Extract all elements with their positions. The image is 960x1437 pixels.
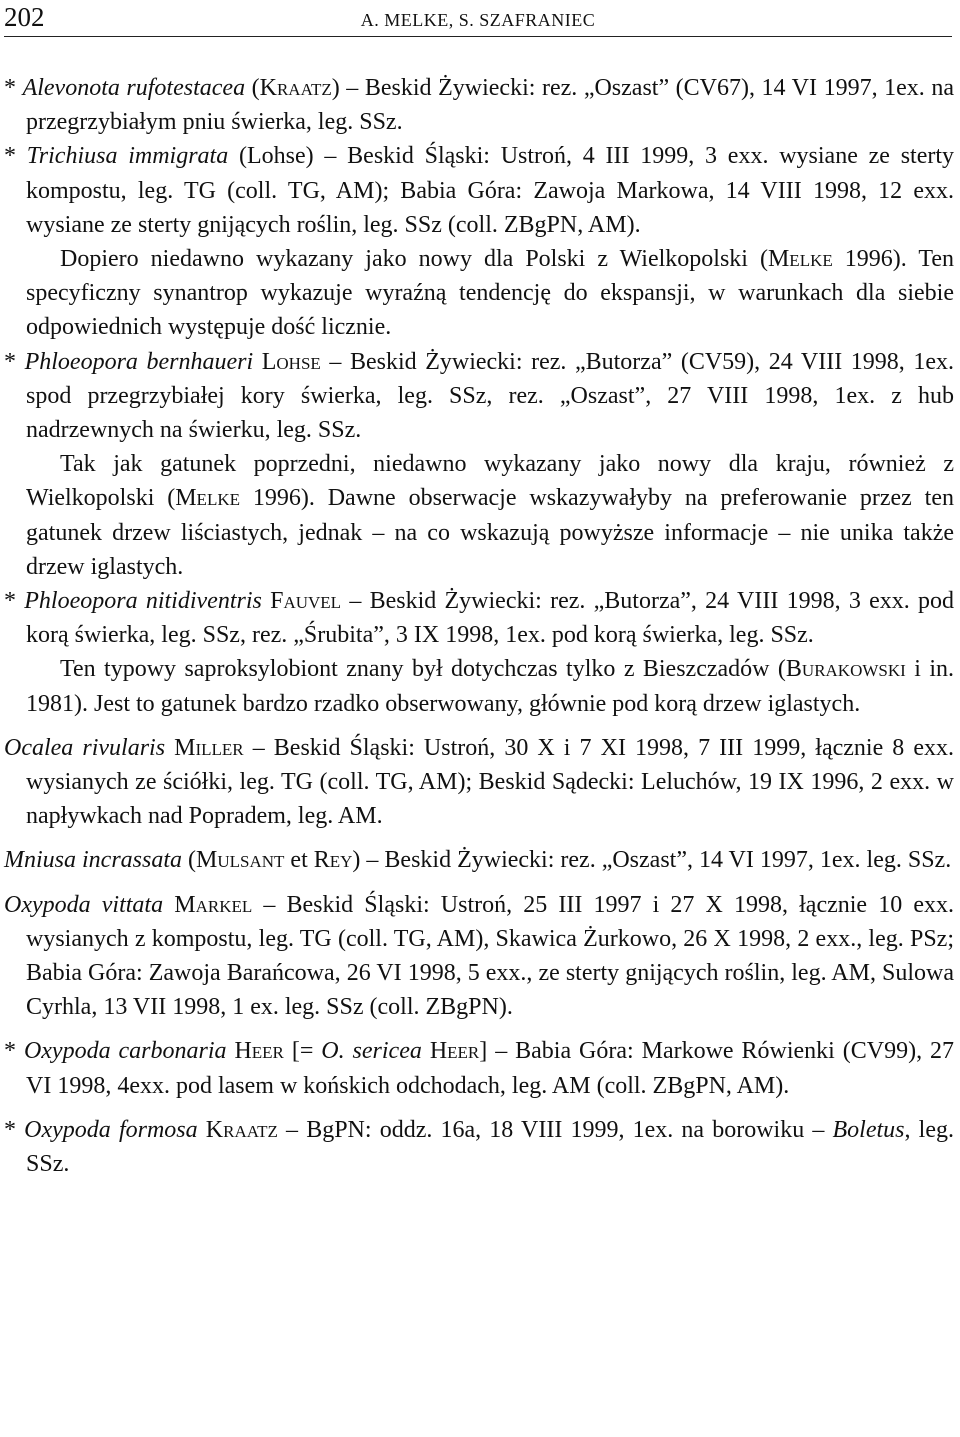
record-text: – Beskid Śląski: Ustroń, 4 III 1999, 3 exx. wysiane ze sterty kompostu, leg. TG (coll. TG, AM); Babia Góra: Zawoja Markowa, 14 VIII 1998, 12 exx. wysiane ze sterty gnijących roślin, leg. SSz (coll. ZBgPN, AM). (26, 143, 955, 238)
reference-author: Burakowski (785, 656, 906, 683)
species-name: Ocalea rivularis (4, 734, 166, 761)
species-entry (4, 71, 954, 139)
species-name: Phloeopora nitidiventris (24, 588, 262, 615)
species-entry (4, 888, 954, 1025)
author-name: Lohse (247, 143, 306, 170)
author-name: Fauvel (270, 588, 342, 615)
species-entry (4, 139, 954, 242)
commentary-text: i in. 1981). Jest to gatunek bardzo rzadko obserwowany, głównie pod korą drzew iglastych. (26, 656, 954, 717)
author-name: Lohse (261, 348, 321, 375)
author-punct: ) (305, 143, 314, 170)
species-name: Mniusa incrassata (4, 847, 183, 874)
author-name: Mulsant (196, 847, 285, 874)
species-entry (4, 345, 954, 448)
author-punct (165, 735, 174, 761)
commentary-paragraph (4, 652, 954, 720)
author-punct (422, 1038, 430, 1064)
record-text: , leg. SSz. (26, 1116, 954, 1178)
commentary-text: Ten typowy saproksylobiont znany był dotychczas tylko z Bieszczadów ( (60, 656, 786, 683)
species-name: Oxypoda carbonaria (23, 1038, 227, 1065)
new-record-marker: * (4, 588, 25, 615)
species-entry (4, 1113, 954, 1181)
new-record-marker: * (4, 143, 27, 170)
author-name: Kraatz (259, 75, 332, 101)
commentary-text: 1996). Ten specyficzny synantrop wykazuje wyraźną tendencję do ekspansji, w warunkach dla siebie odpowiednich występuje dość licznie. (26, 246, 954, 341)
species-name: Phloeopora bernhaueri (24, 348, 254, 375)
record-text: – Beskid Żywiecki: rez. „Butorza”, 24 VIII 1998, 3 exx. pod korą świerka, leg. SSz, rez. „Śrubita”, 3 IX 1998, 1ex. pod korą świerka, leg. SSz. (26, 588, 955, 649)
article-body (4, 71, 954, 1181)
author-punct: ( (228, 143, 247, 170)
record-text: – Beskid Żywiecki: rez. „Oszast”, 14 VI 1997, 1ex. leg. SSz. (360, 847, 952, 874)
author-name: Kraatz (205, 1116, 278, 1143)
new-record-marker: * (4, 1038, 24, 1065)
genus-name: Boletus (832, 1116, 905, 1143)
species-entry (4, 731, 954, 834)
record-text: – Babia Góra: Markowe Rówienki (CV99), 27 VI 1998, 4exx. pod lasem w końskich odchodach, leg. AM (coll. ZBgPN, AM). (26, 1038, 955, 1099)
record-text: – Beskid Żywiecki: rez. „Butorza” (CV59), 24 VIII 1998, 1ex. spod przegrzybiałej kory świerka, leg. SSz, rez. „Oszast”, 27 VIII 1998, 1ex. z hub nadrzewnych na świerku, leg. SSz. (26, 348, 955, 444)
species-name: Trichiusa immigrata (26, 143, 229, 170)
record-text: – Beskid Śląski: Ustroń, 25 III 1997 i 27 X 1998, łącznie 10 exx. wysianych z kompostu, leg. TG (coll. TG, AM), Skawica Żurkowo, 26 X 1998, 2 exx., leg. PSz; Babia Góra: Zawoja Barańcowa, 26 VI 1998, 5 exx., ze sterty gnijących roślin, leg. AM, Sulowa Cyrhla, 13 VII 1998, 1 ex. leg. SSz (coll. ZBgPN). (26, 891, 954, 1021)
reference-author: Melke (175, 485, 240, 512)
author-punct: ( (245, 75, 260, 101)
species-entry (4, 1034, 954, 1102)
commentary-text: Dopiero niedawno wykazany jako nowy dla Polski z Wielkopolski ( (60, 246, 768, 273)
author-punct: ] (479, 1038, 488, 1065)
author-punct (253, 349, 262, 375)
author-name: Rey (313, 847, 353, 874)
author-name: Heer (234, 1038, 284, 1065)
record-text: – Beskid Żywiecki: rez. „Oszast” (CV67), 14 VI 1997, 1ex. na przegrzybiałym pniu świerka, leg. SSz. (26, 75, 954, 136)
author-punct: et (284, 847, 314, 874)
page-header (4, 0, 952, 37)
author-punct: ) (352, 847, 361, 874)
new-record-marker: * (4, 75, 23, 101)
commentary-text: Tak jak gatunek poprzedni, niedawno wykazany jako nowy dla kraju, również z Wielkopolski ( (26, 451, 954, 512)
author-name: Miller (174, 734, 244, 761)
author-punct (262, 588, 270, 614)
reference-author: Melke (767, 246, 833, 273)
species-name: Oxypoda formosa (24, 1116, 198, 1143)
author-punct (163, 892, 174, 918)
record-text: – Beskid Śląski: Ustroń, 30 X i 7 XI 1998, 7 III 1999, łącznie 8 exx. wysianych ze ściółki, leg. TG (coll. TG, AM); Beskid Sądecki: Leluchów, 19 IX 1996, 2 exx. w napływkach nad Popradem, leg. AM. (26, 734, 955, 830)
commentary-paragraph (4, 242, 954, 345)
author-punct: [= (283, 1038, 322, 1065)
author-name: Markel (174, 891, 253, 918)
new-record-marker: * (4, 1116, 25, 1143)
species-entry (4, 843, 954, 877)
author-punct (198, 1117, 206, 1143)
author-name: Heer (429, 1038, 480, 1065)
species-name: Alevonota rufotestacea (22, 75, 246, 101)
new-record-marker: * (4, 348, 25, 375)
author-punct: ) (331, 75, 340, 101)
record-text: – BgPN: oddz. 16a, 18 VIII 1999, 1ex. na borowiku – (277, 1116, 833, 1143)
species-entry (4, 584, 954, 652)
running-head: A. MELKE, S. SZAFRANIEC (360, 10, 596, 30)
synonym-name: O. sericea (321, 1038, 422, 1065)
page-number: 202 (4, 2, 45, 32)
commentary-paragraph (4, 447, 954, 584)
commentary-text: 1996). Dawne obserwacje wskazywałyby na preferowanie przez ten gatunek drzew liściastych, jednak – na co wskazują powyższe informacje – nie unika także drzew iglastych. (26, 485, 954, 580)
author-punct: ( (182, 847, 197, 874)
species-name: Oxypoda vittata (4, 891, 164, 918)
